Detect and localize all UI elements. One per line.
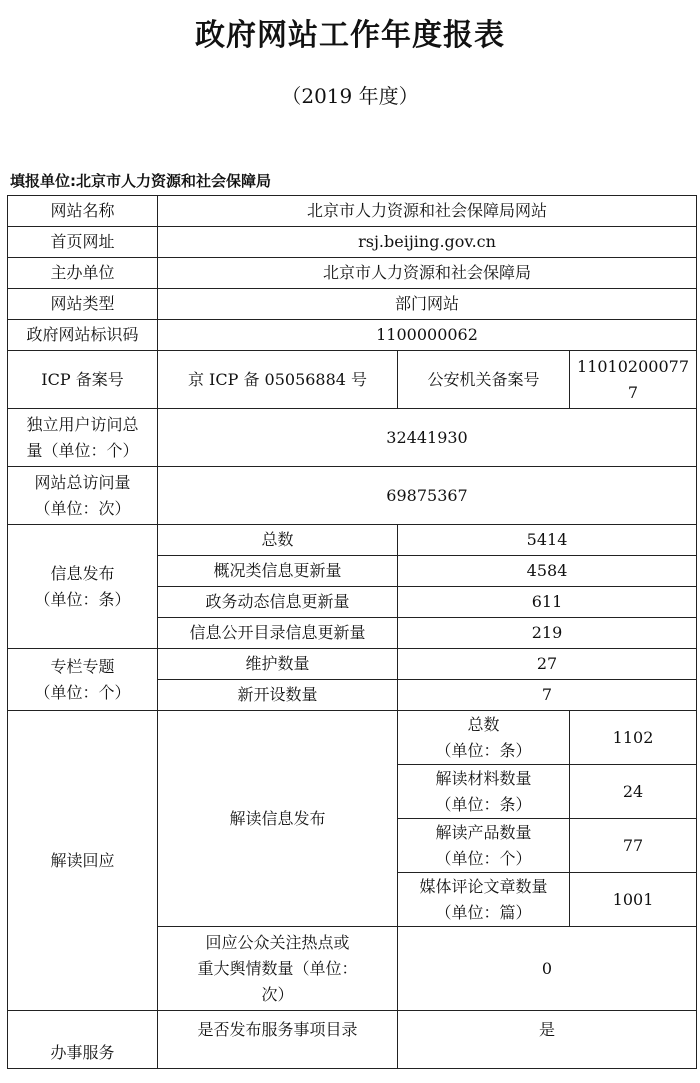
interpret-total-label: 总数 （单位：条） — [398, 711, 570, 765]
sponsor-label: 主办单位 — [8, 258, 158, 289]
sponsor-value: 北京市人力资源和社会保障局 — [158, 258, 697, 289]
column-maintain-value: 27 — [398, 649, 697, 680]
report-subtitle: （2019 年度） — [281, 84, 419, 108]
interpret-product-value: 77 — [570, 819, 697, 873]
interpret-total-value: 1102 — [570, 711, 697, 765]
service-catalog-value: 是 — [398, 1011, 697, 1069]
table-row — [8, 649, 697, 680]
info-catalog-label: 信息公开目录信息更新量 — [158, 618, 398, 649]
police-value: 11010200077 7 — [570, 351, 697, 409]
info-overview-value: 4584 — [398, 556, 697, 587]
table-row — [8, 409, 697, 467]
table-row — [8, 196, 697, 227]
homepage-label: 首页网址 — [8, 227, 158, 258]
uv-value: 32441930 — [158, 409, 697, 467]
column-new-value: 7 — [398, 680, 697, 711]
interpret-hotspot-value: 0 — [398, 927, 697, 1011]
site-code-label: 政府网站标识码 — [8, 320, 158, 351]
table-row — [8, 1011, 697, 1069]
homepage-value: rsj.beijing.gov.cn — [158, 227, 697, 258]
info-total-value: 5414 — [398, 525, 697, 556]
info-catalog-value: 219 — [398, 618, 697, 649]
site-type-value: 部门网站 — [158, 289, 697, 320]
service-catalog-label: 是否发布服务事项目录 — [158, 1011, 398, 1069]
uv-label: 独立用户访问总 量（单位：个） — [8, 409, 158, 467]
report-table — [7, 195, 697, 1069]
icp-label: ICP 备案号 — [8, 351, 158, 409]
police-label: 公安机关备案号 — [398, 351, 570, 409]
interpret-media-label: 媒体评论文章数量 （单位：篇） — [398, 873, 570, 927]
info-affairs-label: 政务动态信息更新量 — [158, 587, 398, 618]
table-row — [8, 227, 697, 258]
interpret-product-label: 解读产品数量 （单位：个） — [398, 819, 570, 873]
info-label: 信息发布 （单位：条） — [8, 525, 158, 649]
report-title: 政府网站工作年度报表 — [195, 18, 505, 53]
column-maintain-label: 维护数量 — [158, 649, 398, 680]
pv-value: 69875367 — [158, 467, 697, 525]
info-total-label: 总数 — [158, 525, 398, 556]
service-label: 办事服务 — [8, 1011, 158, 1069]
interpret-publish-label: 解读信息发布 — [158, 711, 398, 927]
site-type-label: 网站类型 — [8, 289, 158, 320]
table-row — [8, 258, 697, 289]
column-new-label: 新开设数量 — [158, 680, 398, 711]
pv-label: 网站总访问量 （单位：次） — [8, 467, 158, 525]
table-row — [8, 351, 697, 409]
column-label: 专栏专题 （单位：个） — [8, 649, 158, 711]
interpret-label: 解读回应 — [8, 711, 158, 1011]
interpret-hotspot-label: 回应公众关注热点或 重大舆情数量（单位： 次） — [158, 927, 398, 1011]
table-row — [8, 289, 697, 320]
reporting-unit: 填报单位:北京市人力资源和社会保障局 — [10, 172, 272, 190]
table-row — [8, 711, 697, 765]
interpret-media-value: 1001 — [570, 873, 697, 927]
info-affairs-value: 611 — [398, 587, 697, 618]
interpret-material-value: 24 — [570, 765, 697, 819]
interpret-material-label: 解读材料数量 （单位：条） — [398, 765, 570, 819]
table-row — [8, 525, 697, 556]
icp-value: 京 ICP 备 05056884 号 — [158, 351, 398, 409]
info-overview-label: 概况类信息更新量 — [158, 556, 398, 587]
site-code-value: 1100000062 — [158, 320, 697, 351]
site-name-label: 网站名称 — [8, 196, 158, 227]
table-row — [8, 467, 697, 525]
site-name-value: 北京市人力资源和社会保障局网站 — [158, 196, 697, 227]
table-row — [8, 320, 697, 351]
